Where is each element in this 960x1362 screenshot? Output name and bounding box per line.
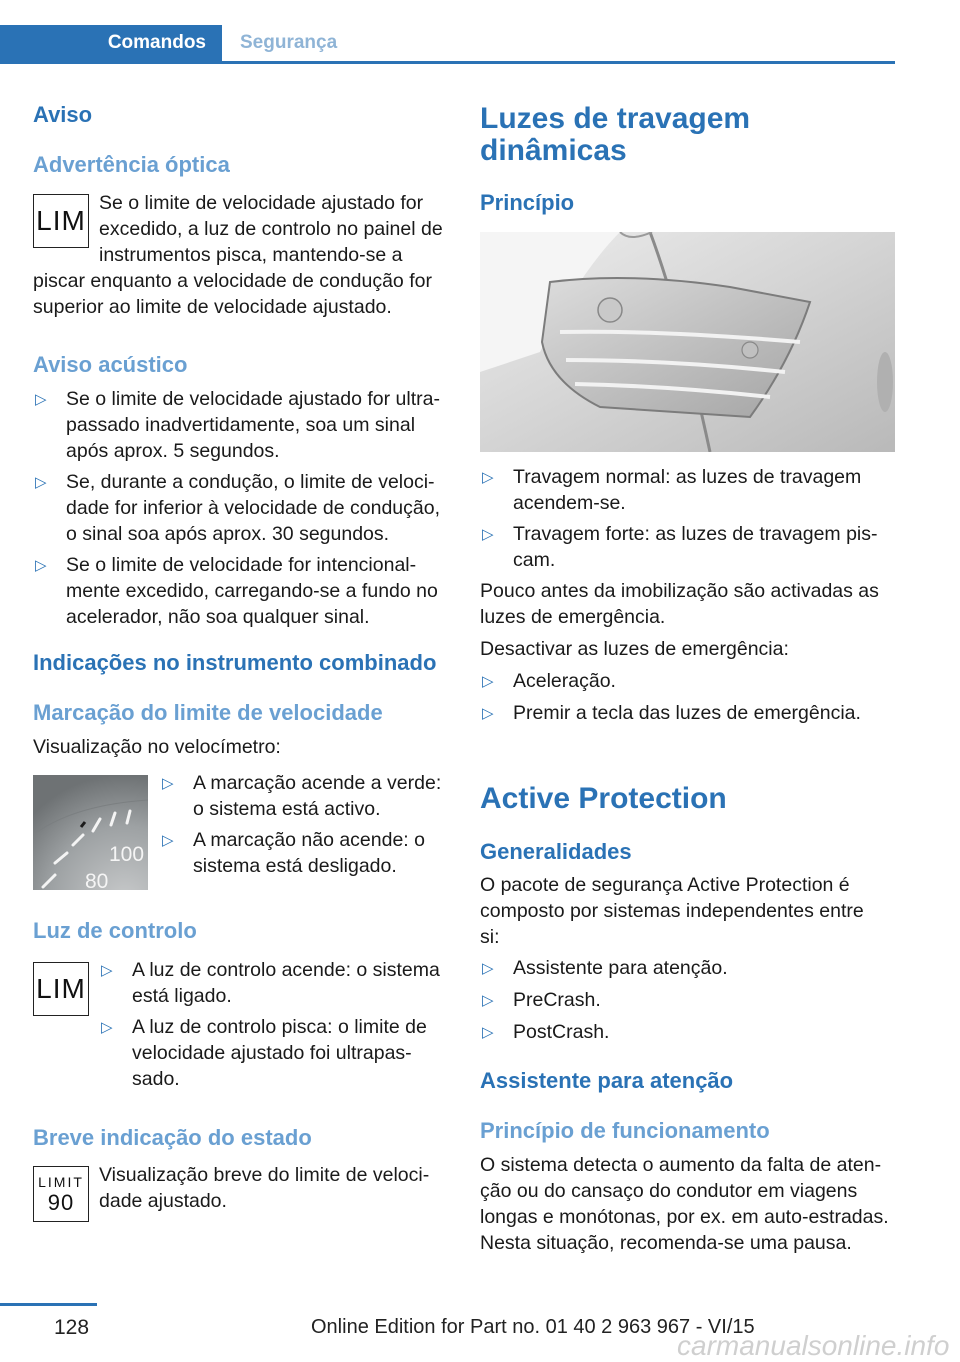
- edition-text: Online Edition for Part no. 01 40 2 963 967 - VI/15: [311, 1316, 755, 1338]
- triangle-bullet-icon: ▷: [101, 1019, 113, 1036]
- limit-icon-value: 90: [47, 1189, 75, 1215]
- heading-advertencia-optica: Advertência óptica: [33, 152, 230, 177]
- triangle-bullet-icon: ▷: [482, 992, 494, 1009]
- heading-marcacao: Marcação do limite de velocidade: [33, 700, 383, 725]
- breve-line-2: dade ajustado.: [99, 1190, 227, 1212]
- luz-item-1: ▷ A luz de controlo acende: o sistema está ligado.: [101, 959, 440, 1007]
- heading-principio: Princípio: [480, 190, 575, 215]
- func-line-1: O sistema detecta o aumento da falta de aten-: [480, 1154, 882, 1176]
- speedometer-image: [33, 775, 148, 890]
- speed-label-100: 100: [109, 843, 145, 866]
- tab-seguranca[interactable]: Segurança: [240, 32, 338, 53]
- generalidades-line-3: si:: [480, 926, 500, 948]
- triangle-bullet-icon: ▷: [35, 474, 47, 491]
- heading-active-protection: Active Protection: [480, 782, 727, 815]
- lim-control-light-icon: LIM: [33, 962, 89, 1016]
- tail-light-image: [480, 232, 895, 452]
- triangle-bullet-icon: ▷: [162, 775, 174, 792]
- triangle-bullet-icon: ▷: [482, 1024, 494, 1041]
- func-line-4: Nesta situação, recomenda-se uma pausa.: [480, 1232, 852, 1254]
- heading-breve: Breve indicação do estado: [33, 1125, 312, 1150]
- generalidades-line-1: O pacote de segurança Active Protection é: [480, 874, 850, 896]
- heading-assistente: Assistente para atenção: [480, 1068, 734, 1093]
- header-tabs: [0, 25, 895, 64]
- pouco-antes-line-1: Pouco antes da imobilização são activadas as: [480, 580, 879, 602]
- generalidades-line-2: composto por sistemas independentes entre: [480, 900, 864, 922]
- lim-indicator-icon: LIM: [33, 194, 89, 248]
- visualizacao-text: Visualização no velocímetro:: [33, 736, 281, 758]
- acustico-item-3: ▷ Se o limite de velocidade for intencional- mente excedido, carregando-se a fundo no acelerador, não soa qualquer sinal.: [35, 554, 438, 628]
- desactivar-item-2: ▷ Premir a tecla das luzes de emergência.: [480, 700, 895, 726]
- triangle-bullet-icon: ▷: [482, 526, 494, 543]
- optica-line-5: superior ao limite de velocidade ajustado.: [33, 296, 392, 318]
- triangle-bullet-icon: ▷: [162, 832, 174, 849]
- heading-generalidades: Generalidades: [480, 839, 632, 864]
- triangle-bullet-icon: ▷: [101, 962, 113, 979]
- optica-line-2: excedido, a luz de controlo no painel de: [99, 218, 443, 240]
- triangle-bullet-icon: ▷: [482, 705, 494, 722]
- triangle-bullet-icon: ▷: [482, 469, 494, 486]
- optica-line-4: piscar enquanto a velocidade de condução for: [33, 270, 432, 292]
- limit-90-icon: [33, 1166, 89, 1222]
- func-line-2: ção ou do cansaço do condutor em viagens: [480, 1180, 858, 1202]
- marcacao-item-2: ▷ A marcação não acende: o sistema está desligado.: [162, 829, 425, 877]
- travagem-item-1: ▷ Travagem normal: as luzes de travagem acendem-se.: [482, 466, 862, 514]
- gen-item-2: ▷ PreCrash.: [480, 987, 895, 1013]
- limit-icon-top: LIMIT: [38, 1173, 84, 1190]
- heading-indicacoes: Indicações no instrumento combinado: [33, 650, 437, 675]
- desactivar-item-1: ▷ Aceleração.: [480, 668, 895, 694]
- desactivar-text: Desactivar as luzes de emergência:: [480, 638, 789, 660]
- func-line-3: longas e monótonas, por ex. em auto-estradas.: [480, 1206, 889, 1228]
- acustico-item-1: ▷ Se o limite de velocidade ajustado for ultra- passado inadvertidamente, soa um sinal após aprox. 5 segundos.: [35, 388, 440, 462]
- triangle-bullet-icon: ▷: [482, 673, 494, 690]
- travagem-item-2: ▷ Travagem forte: as luzes de travagem pis- cam.: [482, 523, 878, 571]
- optica-line-3: instrumentos pisca, mantendo-se a: [99, 244, 403, 266]
- heading-principio-funcionamento: Princípio de funcionamento: [480, 1118, 770, 1143]
- heading-luzes-travagem-1: Luzes de travagem: [480, 102, 751, 135]
- speed-label-80: 80: [85, 870, 109, 890]
- heading-aviso-acustico: Aviso acústico: [33, 352, 188, 377]
- heading-luz-controlo: Luz de controlo: [33, 918, 197, 943]
- triangle-bullet-icon: ▷: [35, 557, 47, 574]
- watermark: carmanualsonline.info: [677, 1330, 950, 1361]
- marcacao-item-1: ▷ A marcação acende a verde: o sistema está activo.: [162, 772, 442, 820]
- acustico-item-2: ▷ Se, durante a condução, o limite de veloci- dade for inferior à velocidade de condução, o sinal soa após aprox. 30 segundos.: [35, 471, 441, 545]
- gen-item-1: ▷ Assistente para atenção.: [480, 955, 895, 981]
- footer-accent-line: [0, 1303, 97, 1306]
- luz-item-2: ▷ A luz de controlo pisca: o limite de velocidade ajustado foi ultrapas- sado.: [101, 1016, 427, 1090]
- breve-line-1: Visualização breve do limite de veloci-: [99, 1164, 430, 1186]
- page-number: 128: [54, 1316, 90, 1339]
- pouco-antes-line-2: luzes de emergência.: [480, 606, 666, 628]
- gen-item-3: ▷ PostCrash.: [480, 1019, 895, 1045]
- optica-line-1: Se o limite de velocidade ajustado for: [99, 192, 424, 214]
- tab-comandos[interactable]: Comandos: [0, 25, 222, 61]
- heading-luzes-travagem-2: dinâmicas: [480, 134, 627, 167]
- triangle-bullet-icon: ▷: [35, 391, 47, 408]
- triangle-bullet-icon: ▷: [482, 960, 494, 977]
- heading-aviso: Aviso: [33, 102, 93, 127]
